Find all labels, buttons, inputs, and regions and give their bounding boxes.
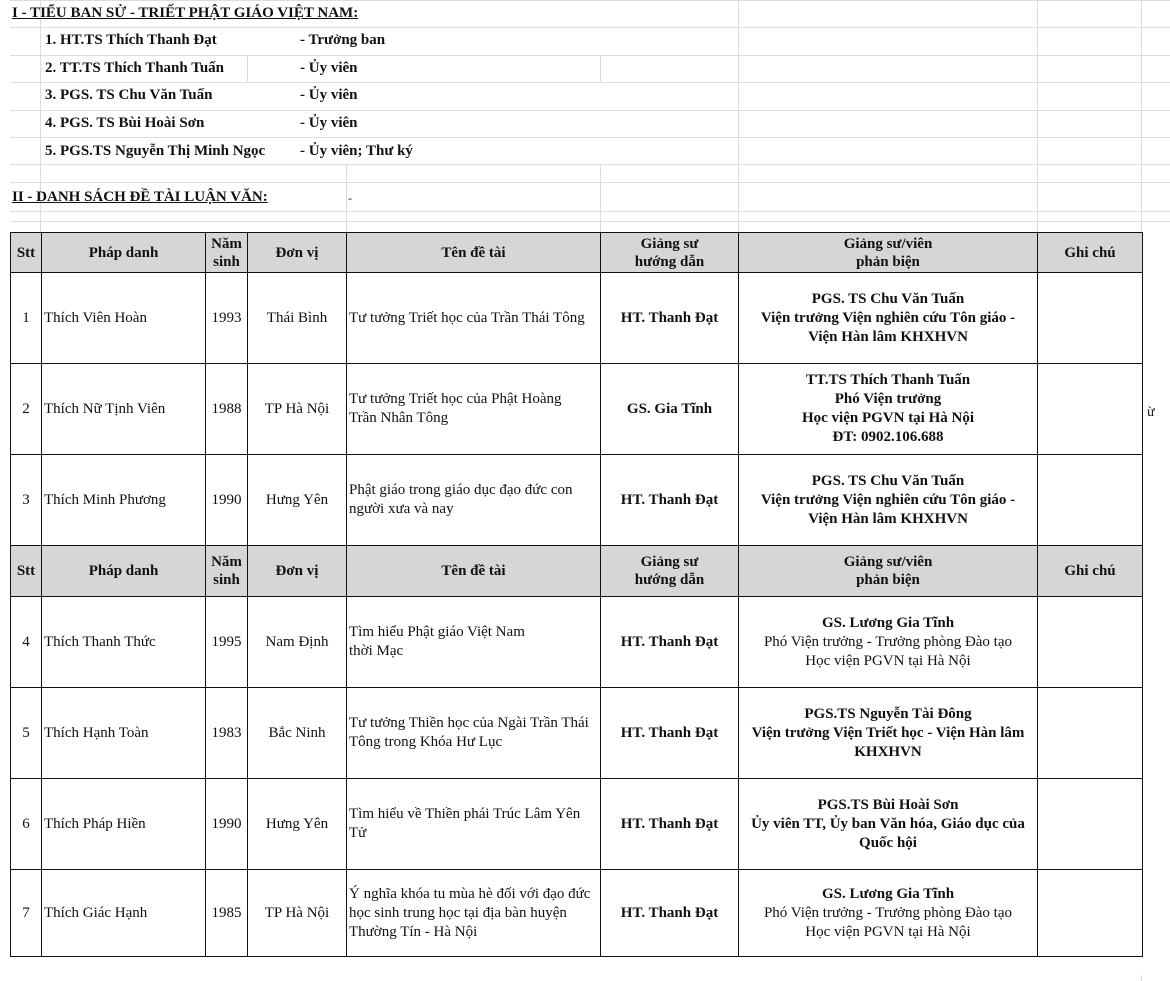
cell-giang-su-phan-bien: GS. Lương Gia Tĩnh Phó Viện trưởng - Trưởng phòng Đào tạo Học viện PGVN tại Hà Nội <box>739 870 1038 957</box>
cell-giang-su-huong-dan: GS. Gia Tĩnh <box>601 364 739 455</box>
cell-ten-de-tai: Tìm hiểu Phật giáo Việt Nam thời Mạc <box>347 597 601 688</box>
member-role: - Ủy viên <box>300 60 358 76</box>
cell-giang-su-phan-bien: GS. Lương Gia Tĩnh Phó Viện trưởng - Trưởng phòng Đào tạo Học viện PGVN tại Hà Nội <box>739 597 1038 688</box>
cell-nam-sinh: 1985 <box>206 870 248 957</box>
member-name: 4. PGS. TS Bùi Hoài Sơn <box>45 115 205 131</box>
cell-ghi-chu <box>1038 688 1143 779</box>
member-role: - Ủy viên; Thư ký <box>300 143 413 159</box>
thesis-table <box>10 232 1143 957</box>
cell-stt: 5 <box>11 688 42 779</box>
cell-ghi-chu <box>1038 779 1143 870</box>
cell-stt: 1 <box>11 273 42 364</box>
cell-nam-sinh: 1988 <box>206 364 248 455</box>
cell-nam-sinh: 1993 <box>206 273 248 364</box>
cell-phap-danh: Thích Minh Phương <box>42 455 206 546</box>
cell-phap-danh: Thích Thanh Thức <box>42 597 206 688</box>
table-row <box>11 870 1143 957</box>
header-stt: Stt <box>11 546 42 597</box>
cell-don-vi: Thái Bình <box>248 273 347 364</box>
header-giang-su-phan-bien: Giảng sư/viên phản biện <box>739 546 1038 597</box>
cell-ghi-chu <box>1038 273 1143 364</box>
cell-giang-su-phan-bien: PGS.TS Bùi Hoài Sơn Ủy viên TT, Ủy ban Văn hóa, Giáo dục của Quốc hội <box>739 779 1038 870</box>
table-row <box>11 688 1143 779</box>
header-phap-danh: Pháp danh <box>42 233 206 273</box>
cell-ten-de-tai: Tư tưởng Triết học của Trần Thái Tông <box>347 273 601 364</box>
header-ten-de-tai: Tên đề tài <box>347 233 601 273</box>
section1-title: I - TIỂU BAN SỬ - TRIẾT PHẬT GIÁO VIỆT NAM: <box>12 5 359 21</box>
table-header-row <box>11 233 1143 273</box>
cell-ten-de-tai: Tư tưởng Thiền học của Ngài Trần Thái Tông trong Khóa Hư Lục <box>347 688 601 779</box>
cell-phap-danh: Thích Hạnh Toàn <box>42 688 206 779</box>
cell-giang-su-huong-dan: HT. Thanh Đạt <box>601 779 739 870</box>
table-row <box>11 364 1143 455</box>
member-role: - Ủy viên <box>300 87 358 103</box>
cell-giang-su-huong-dan: HT. Thanh Đạt <box>601 688 739 779</box>
table-row <box>11 597 1143 688</box>
cell-phap-danh: Thích Pháp Hiền <box>42 779 206 870</box>
member-name: 2. TT.TS Thích Thanh Tuấn <box>45 60 225 76</box>
header-nam-sinh: Năm sinh <box>206 546 248 597</box>
cell-nam-sinh: 1990 <box>206 779 248 870</box>
table-row <box>11 779 1143 870</box>
member-role: - Trưởng ban <box>300 32 386 48</box>
header-don-vi: Đơn vị <box>248 233 347 273</box>
cell-stt: 3 <box>11 455 42 546</box>
header-nam-sinh: Năm sinh <box>206 233 248 273</box>
section2-title: II - DANH SÁCH ĐỀ TÀI LUẬN VĂN: <box>12 189 268 205</box>
header-giang-su-huong-dan: Giảng sư hướng dẫn <box>601 233 739 273</box>
member-name: 1. HT.TS Thích Thanh Đạt <box>45 32 217 48</box>
cell-don-vi: Nam Định <box>248 597 347 688</box>
cell-giang-su-huong-dan: HT. Thanh Đạt <box>601 273 739 364</box>
header-ghi-chu: Ghi chú <box>1038 546 1143 597</box>
cell-nam-sinh: 1990 <box>206 455 248 546</box>
cell-giang-su-phan-bien: TT.TS Thích Thanh Tuấn Phó Viện trưởng Học viện PGVN tại Hà Nội ĐT: 0902.106.688 <box>739 364 1038 455</box>
cell-ghi-chu <box>1038 364 1143 455</box>
cell-stt: 4 <box>11 597 42 688</box>
cell-nam-sinh: 1995 <box>206 597 248 688</box>
header-ten-de-tai: Tên đề tài <box>347 546 601 597</box>
cell-don-vi: TP Hà Nội <box>248 364 347 455</box>
cell-ten-de-tai: Phật giáo trong giáo dục đạo đức con người xưa và nay <box>347 455 601 546</box>
member-name: 5. PGS.TS Nguyễn Thị Minh Ngọc <box>45 143 266 159</box>
cell-ten-de-tai: Tư tưởng Triết học của Phật Hoàng Trần Nhân Tông <box>347 364 601 455</box>
header-ghi-chu: Ghi chú <box>1038 233 1143 273</box>
header-stt: Stt <box>11 233 42 273</box>
cell-giang-su-phan-bien: PGS. TS Chu Văn Tuấn Viện trưởng Viện nghiên cứu Tôn giáo - Viện Hàn lâm KHXHVN <box>739 273 1038 364</box>
table-header-row <box>11 546 1143 597</box>
header-giang-su-phan-bien: Giảng sư/viên phản biện <box>739 233 1038 273</box>
cell-giang-su-huong-dan: HT. Thanh Đạt <box>601 597 739 688</box>
cell-ghi-chu <box>1038 870 1143 957</box>
table-row <box>11 455 1143 546</box>
cell-stt: 6 <box>11 779 42 870</box>
header-don-vi: Đơn vị <box>248 546 347 597</box>
cell-ten-de-tai: Tìm hiểu về Thiền phái Trúc Lâm Yên Tử <box>347 779 601 870</box>
cell-phap-danh: Thích Giác Hạnh <box>42 870 206 957</box>
table-row <box>11 273 1143 364</box>
cell-giang-su-phan-bien: PGS.TS Nguyễn Tài Đông Viện trưởng Viện Triết học - Viện Hàn lâm KHXHVN <box>739 688 1038 779</box>
cell-nam-sinh: 1983 <box>206 688 248 779</box>
stray-dash: - <box>348 191 352 205</box>
cell-giang-su-huong-dan: HT. Thanh Đạt <box>601 455 739 546</box>
cell-ten-de-tai: Ý nghĩa khóa tu mùa hè đối với đạo đức học sinh trung học tại địa bàn huyện Thường Tín - Hà Nội <box>347 870 601 957</box>
cell-giang-su-phan-bien: PGS. TS Chu Văn Tuấn Viện trưởng Viện nghiên cứu Tôn giáo - Viện Hàn lâm KHXHVN <box>739 455 1038 546</box>
cell-ghi-chu <box>1038 597 1143 688</box>
stray-cell-text: ừ <box>1147 405 1155 420</box>
member-name: 3. PGS. TS Chu Văn Tuấn <box>45 87 213 103</box>
header-phap-danh: Pháp danh <box>42 546 206 597</box>
cell-phap-danh: Thích Nữ Tịnh Viên <box>42 364 206 455</box>
cell-giang-su-huong-dan: HT. Thanh Đạt <box>601 870 739 957</box>
cell-phap-danh: Thích Viên Hoàn <box>42 273 206 364</box>
cell-stt: 2 <box>11 364 42 455</box>
cell-ghi-chu <box>1038 455 1143 546</box>
cell-stt: 7 <box>11 870 42 957</box>
cell-don-vi: Hưng Yên <box>248 779 347 870</box>
header-giang-su-huong-dan: Giảng sư hướng dẫn <box>601 546 739 597</box>
cell-don-vi: TP Hà Nội <box>248 870 347 957</box>
member-role: - Ủy viên <box>300 115 358 131</box>
cell-don-vi: Hưng Yên <box>248 455 347 546</box>
cell-don-vi: Bắc Ninh <box>248 688 347 779</box>
